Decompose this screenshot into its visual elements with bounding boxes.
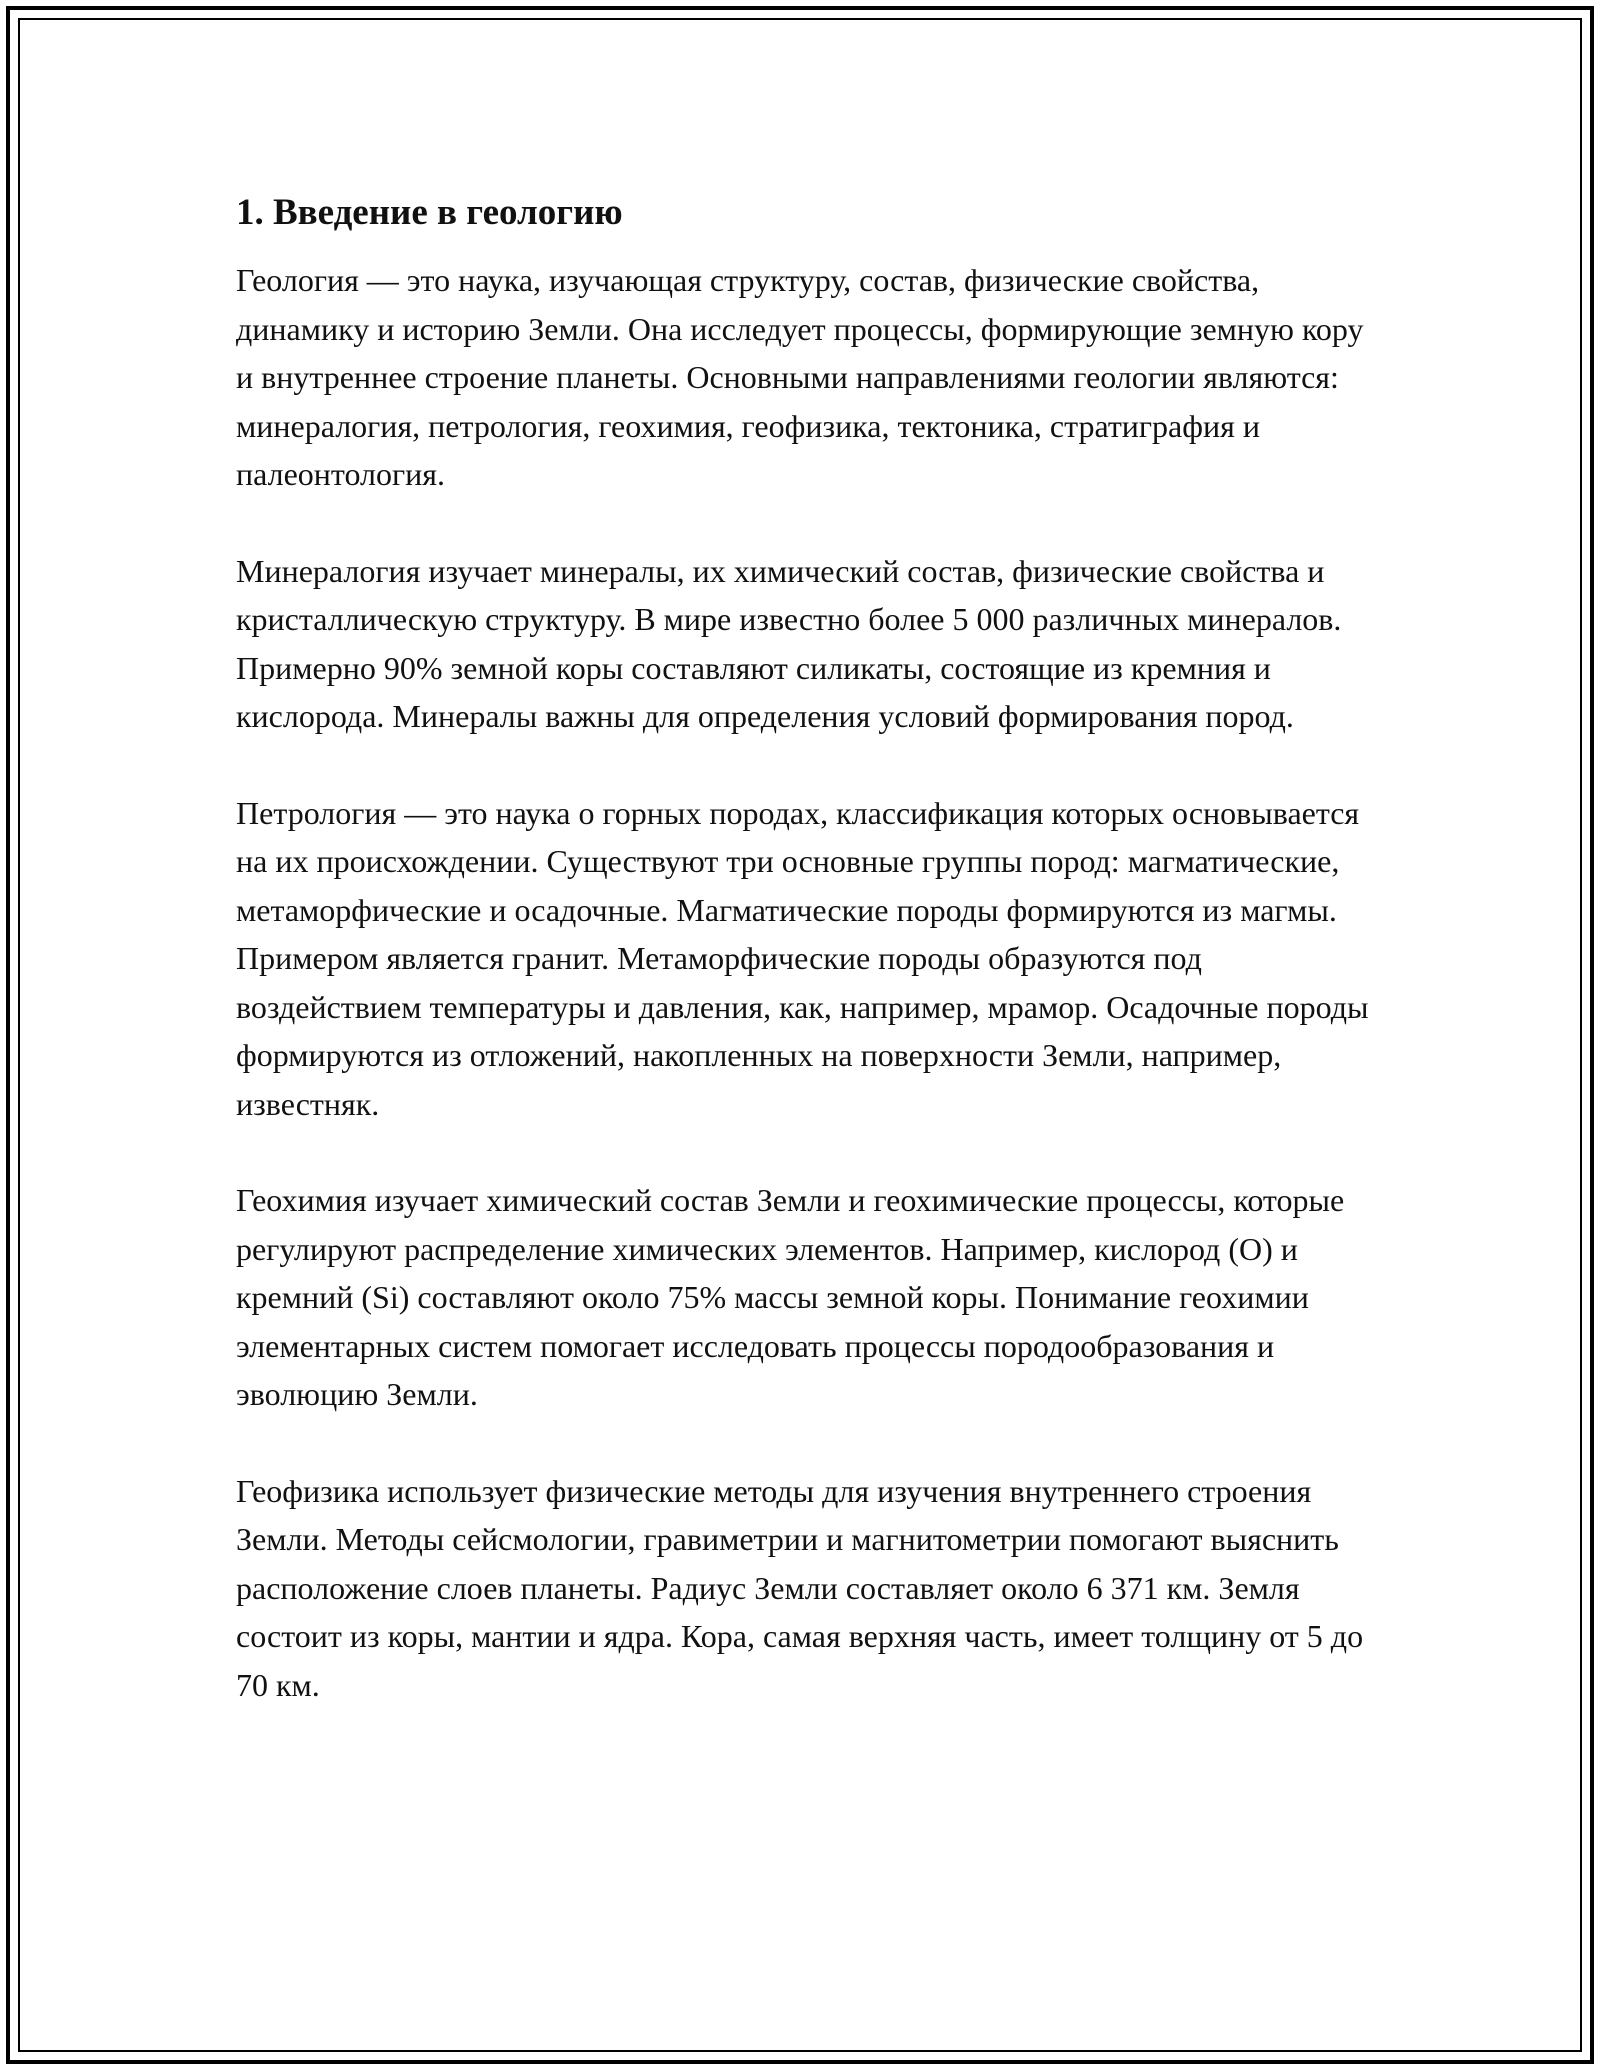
paragraph-mineralogy: Минералогия изучает минералы, их химический состав, физические свойства и кристаллическую структуру. В мире известно более 5 000 различных минералов. Примерно 90% земной коры составляют силикаты, состоящие из кремния и кислорода. Минералы важны для определения условий формирования пород.: [236, 552, 1342, 734]
paragraph-geophysics: Геофизика использует физические методы для изучения внутреннего строения Земли. Методы сейсмологии, гравиметрии и магнитометрии помогают выяснить расположение слоев планеты. Радиус Земли составляет около 6 371 км. Земля состоит из коры, мантии и ядра. Кора, самая верхняя часть, имеет толщину от 5 до 70 км.: [236, 1472, 1364, 1703]
paragraph-petrology: Петрология — это наука о горных породах, классификация которых основывается на их происхождении. Существуют три основные группы пород: магматические, метаморфические и осадочные. Магматические породы формируются из магмы. Примером является гранит. Метаморфические породы образуются под воздействием температуры и давления, как, например, мрамор. Осадочные породы формируются из отложений, накопленных на поверхности Земли, например, известняк.: [236, 794, 1369, 1122]
document-body: [236, 188, 1376, 1757]
section-title: 1. Введение в геологию: [236, 192, 623, 233]
paragraph-geochemistry: Геохимия изучает химический состав Земли и геохимические процессы, которые регулируют распределение химических элементов. Например, кислород (O) и кремний (Si) составляют около 75% массы земной коры. Понимание геохимии элементарных систем помогает исследовать процессы породообразования и эволюцию Земли.: [236, 1182, 1345, 1412]
paragraph-geology: Геология — это наука, изучающая структуру, состав, физические свойства, динамику и историю Земли. Она исследует процессы, формирующие земную кору и внутреннее строение планеты. Основными направлениями геологии являются: минералогия, петрология, геохимия, геофизика, тектоника, стратиграфия и палеонтология.: [236, 262, 1364, 492]
